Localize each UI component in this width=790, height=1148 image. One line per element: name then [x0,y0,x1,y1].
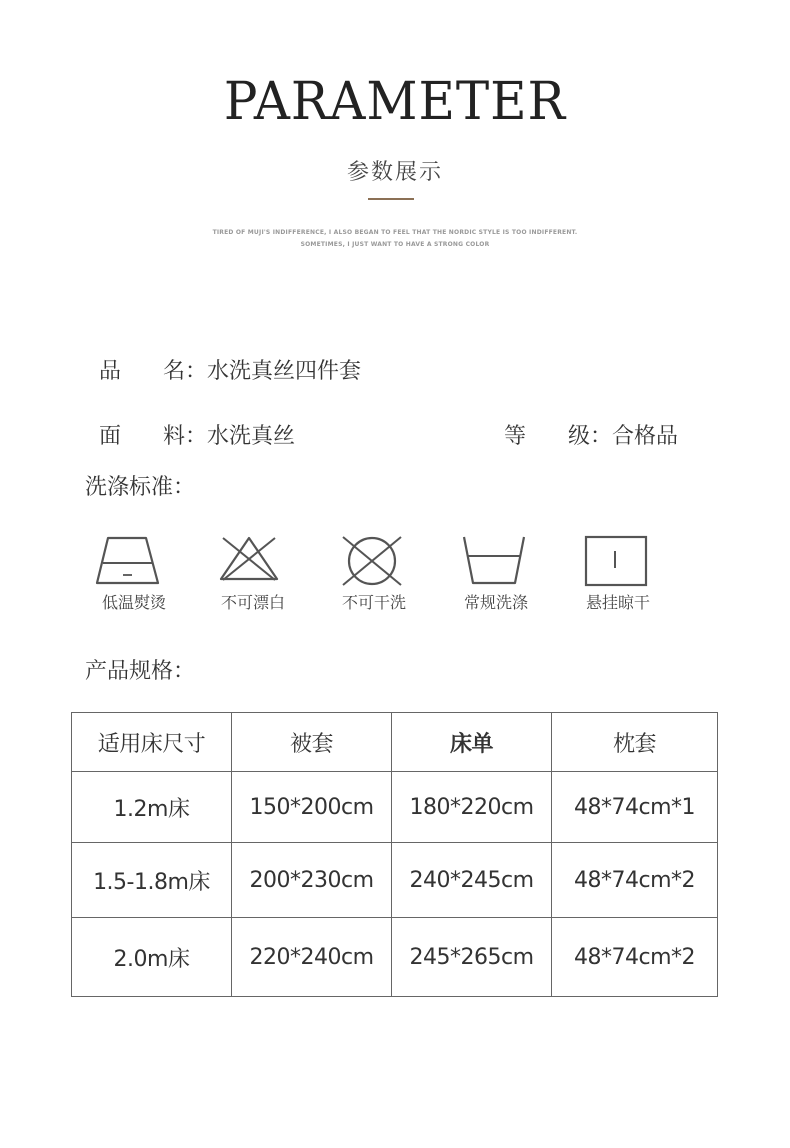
tagline-line-2: SOMETIMES, I JUST WANT TO HAVE A STRONG COLOR [300,241,490,248]
table-header-row [72,713,718,772]
cell-pillowcase: 48*74cm*1 [552,772,718,843]
cell-duvet-cover: 220*240cm [232,918,392,997]
hang-dry-icon [584,535,648,587]
cell-pillowcase: 48*74cm*2 [552,843,718,918]
page-subtitle: 参数展示 [346,160,443,185]
grade-label: 等 级： [504,424,612,449]
cell-bed-sheet: 245*265cm [392,918,552,997]
material-label: 面 料： [99,424,207,449]
spec-table [71,712,718,997]
cell-bed-size: 1.2m床 [72,772,232,843]
grade-value: 合格品 [611,424,678,449]
cell-pillowcase: 48*74cm*2 [552,918,718,997]
header-bed-size: 适用床尺寸 [72,713,232,772]
product-name-row [85,329,361,385]
tagline-line-1: TIRED OF MUJI'S INDIFFERENCE, I ALSO BEGAN TO FEEL THAT THE NORDIC STYLE IS TOO INDIFFERENT. [212,229,578,236]
cell-duvet-cover: 200*230cm [232,843,392,918]
material-value: 水洗真丝 [206,424,295,449]
table-row [72,843,718,918]
normal-wash-icon [462,535,526,587]
material-row [85,394,295,450]
grade-row [490,394,678,450]
product-name-label: 品 名： [99,359,207,384]
low-temperature-iron-icon [94,535,162,587]
care-label-wash: 常规洗涤 [463,593,528,612]
product-name-value: 水洗真丝四件套 [206,359,361,384]
care-heading: 洗涤标准： [85,475,196,500]
header-pillowcase: 枕套 [552,713,718,772]
do-not-bleach-icon [218,535,280,583]
cell-bed-sheet: 180*220cm [392,772,552,843]
care-label-dry-clean: 不可干洗 [341,593,406,612]
cell-bed-size: 1.5-1.8m床 [72,843,232,918]
table-row [72,918,718,997]
cell-bed-sheet: 240*245cm [392,843,552,918]
header-bed-sheet: 床单 [392,713,552,772]
table-row [72,772,718,843]
page-title: PARAMETER [223,72,567,132]
care-label-iron: 低温熨烫 [101,593,166,612]
cell-duvet-cover: 150*200cm [232,772,392,843]
care-label-hang-dry: 悬挂晾干 [585,593,650,612]
cell-bed-size: 2.0m床 [72,918,232,997]
care-label-bleach: 不可漂白 [220,593,285,612]
spec-heading: 产品规格： [85,659,196,684]
do-not-dry-clean-icon [340,535,404,587]
header-duvet-cover: 被套 [232,713,392,772]
title-divider [368,198,414,200]
